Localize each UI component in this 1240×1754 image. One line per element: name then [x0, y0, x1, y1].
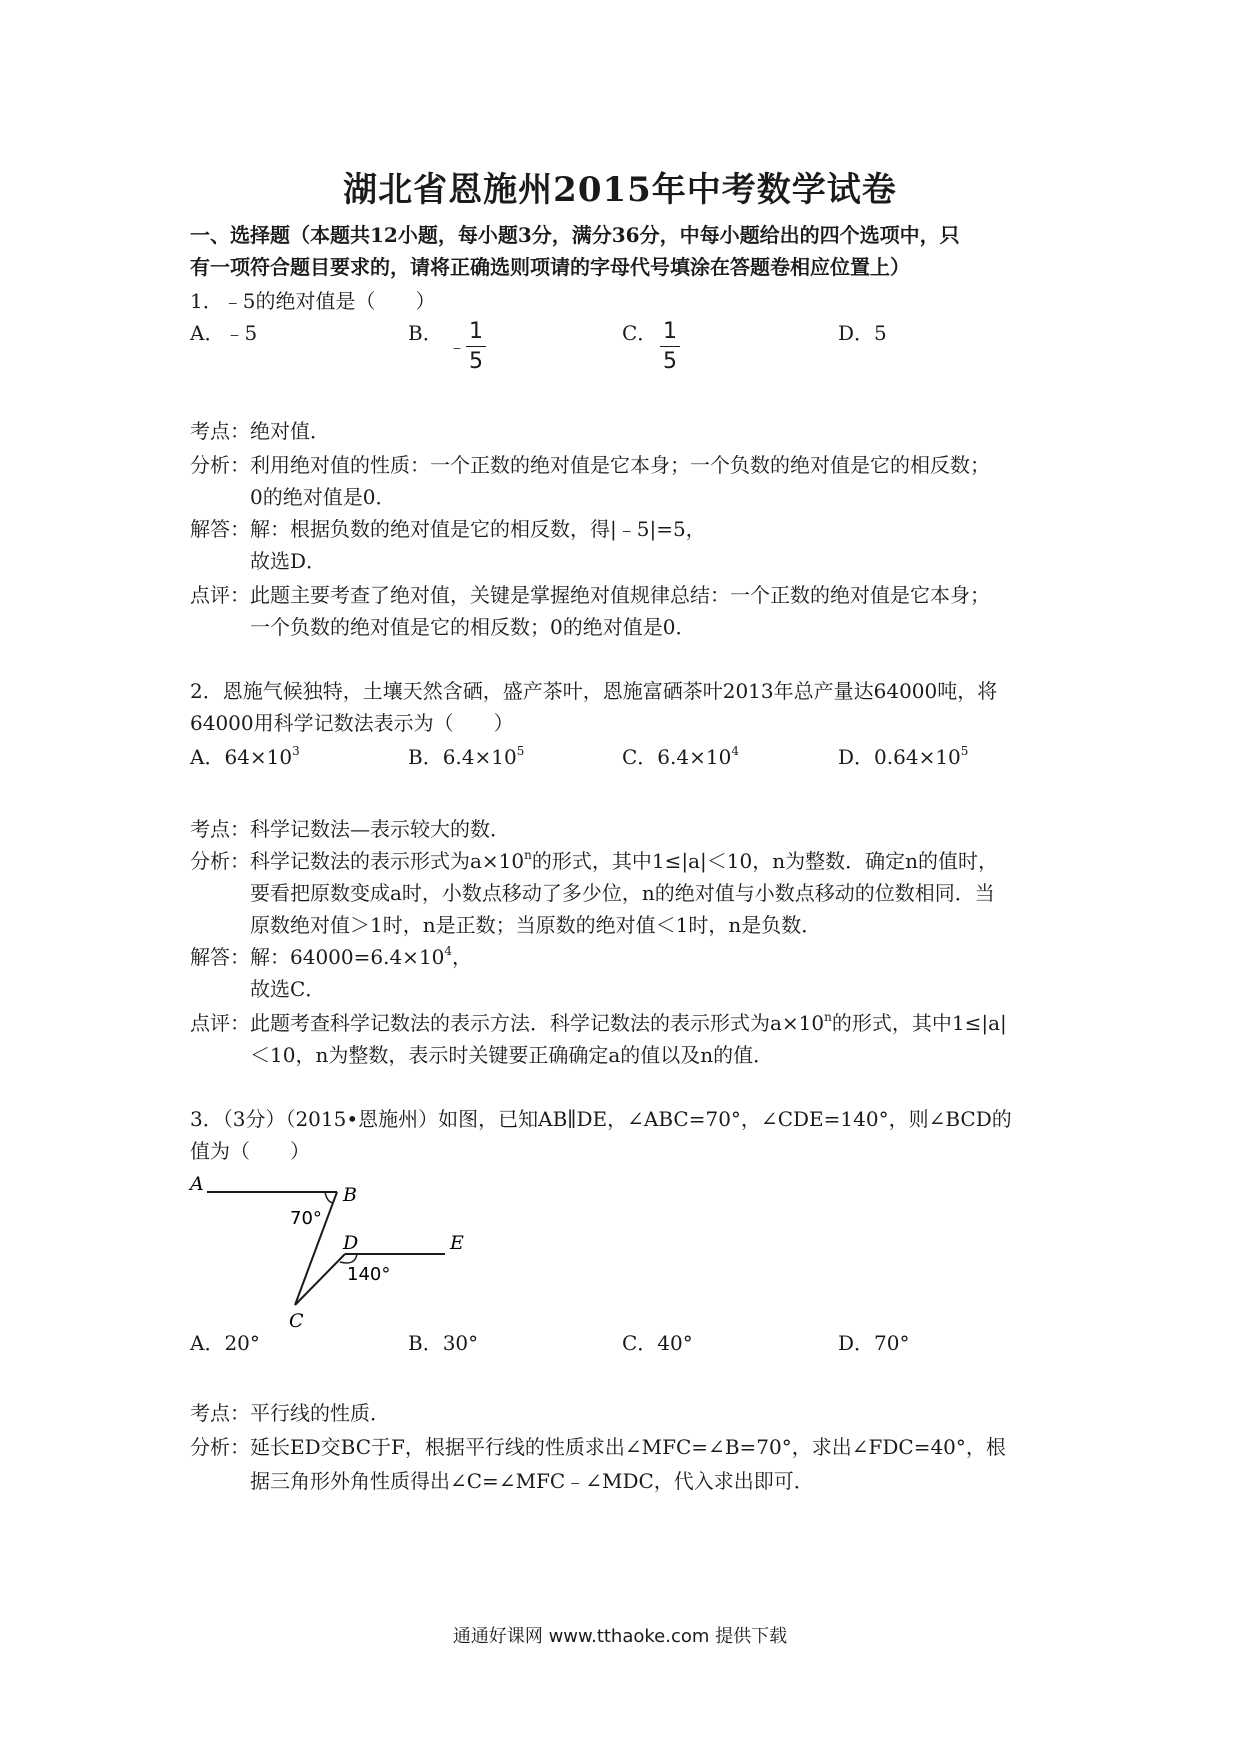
point-c-label: C	[289, 1310, 304, 1330]
q3-fenxi-line2: 据三角形外角性质得出∠C=∠MFC﹣∠MDC，代入求出即可．	[250, 1469, 814, 1493]
q2-jieda-exponent: 4	[444, 944, 453, 958]
q2-fenxi-exponent: n	[524, 848, 532, 862]
q1-option-c-numerator: 1	[660, 318, 680, 347]
q3-figure	[180, 1170, 480, 1330]
page-title: 湖北省恩施州2015年中考数学试卷	[343, 170, 897, 210]
q3-option-d: D．70°	[838, 1331, 910, 1355]
q1-option-d: D．5	[838, 321, 887, 345]
q2-option-c-exponent: 4	[731, 744, 739, 758]
q1-option-c-denominator: 5	[663, 349, 677, 374]
q1-dianping-line2: 一个负数的绝对值是它的相反数；0的绝对值是0．	[250, 615, 696, 639]
q3-option-b: B．30°	[408, 1331, 479, 1355]
q2-option-b-exponent: 5	[516, 744, 525, 758]
q2-option-a-exponent: 3	[292, 744, 300, 758]
q2-fenxi-line1	[190, 848, 998, 874]
angle-d-value: 140°	[347, 1264, 391, 1285]
q3-kaodian: 考点：平行线的性质．	[190, 1401, 390, 1425]
q1-fenxi-line2: 0的绝对值是0．	[250, 485, 396, 509]
q2-option-c-base: C．6.4×10	[622, 745, 732, 769]
q2-option-b-base: B．6.4×10	[408, 745, 517, 769]
q3-stem-line1: 3．（3分）（2015•恩施州）如图，已知AB∥DE，∠ABC=70°，∠CDE=140°，则∠BCD的	[190, 1107, 1012, 1131]
q1-option-a: A．﹣5	[190, 321, 258, 345]
q1-option-b-numerator: 1	[466, 318, 486, 347]
section-heading-line2: 有一项符合题目要求的，请将正确选则项请的字母代号填涂在答题卷相应位置上）	[190, 255, 910, 279]
q2-fenxi-line1-a: 分析：科学记数法的表示形式为a×10	[190, 849, 525, 873]
q1-option-b-label: B．	[408, 321, 443, 345]
q2-fenxi-line1-b: 的形式，其中1≤|a|＜10，n为整数．确定n的值时，	[531, 849, 998, 873]
line-cd	[295, 1254, 345, 1305]
q1-fenxi-line1: 分析：利用绝对值的性质：一个正数的绝对值是它本身；一个负数的绝对值是它的相反数；	[190, 453, 990, 477]
q2-option-d-base: D．0.64×10	[838, 745, 961, 769]
q3-option-c: C．40°	[622, 1331, 693, 1355]
point-e-label: E	[450, 1232, 464, 1254]
q2-option-a-base: A．64×10	[190, 745, 293, 769]
q2-jieda-line1	[190, 944, 472, 970]
q1-jieda-line1: 解答：解：根据负数的绝对值是它的相反数，得|﹣5|=5，	[190, 517, 706, 541]
q2-option-d	[838, 744, 968, 770]
q2-dianping-exponent: n	[824, 1010, 832, 1024]
q3-stem-line2: 值为（ ）	[190, 1139, 310, 1163]
q1-dianping-line1: 点评：此题主要考查了绝对值，关键是掌握绝对值规律总结：一个正数的绝对值是它本身；	[190, 583, 990, 607]
q1-stem: 1．﹣5的绝对值是（ ）	[190, 289, 436, 313]
q1-option-c-label: C．	[622, 321, 658, 345]
q2-stem-line1: 2．恩施气候独特，土壤天然含硒，盛产茶叶，恩施富硒茶叶2013年总产量达64000吨，将	[190, 679, 998, 703]
q3-fenxi-line1: 分析：延长ED交BC于F，根据平行线的性质求出∠MFC=∠B=70°，求出∠FDC=40°，根	[190, 1435, 1006, 1459]
q2-jieda-line1-a: 解答：解：64000=6.4×10	[190, 945, 445, 969]
q2-dianping-line1-b: 的形式，其中1≤|a|	[831, 1011, 1007, 1035]
q2-dianping-line2: ＜10，n为整数，表示时关键要正确确定a的值以及n的值．	[250, 1043, 774, 1067]
q2-jieda-line1-b: ，	[452, 945, 473, 969]
section-heading-line1: 一、选择题（本题共12小题，每小题3分，满分36分，中每小题给出的四个选项中，只	[190, 223, 960, 247]
q1-option-c-fraction	[660, 318, 680, 377]
q1-jieda-line2: 故选D．	[250, 549, 327, 573]
q1-option-b-fraction	[466, 318, 486, 377]
footer-source: 通通好课网 www.tthaoke.com 提供下载	[452, 1626, 788, 1647]
q1-kaodian: 考点：绝对值．	[190, 419, 330, 443]
point-b-label: B	[343, 1184, 357, 1206]
q2-dianping-line1	[190, 1010, 1007, 1036]
q2-option-d-exponent: 5	[960, 744, 969, 758]
angle-b-value: 70°	[290, 1208, 322, 1229]
q2-fenxi-line2: 要看把原数变成a时，小数点移动了多少位，n的绝对值与小数点移动的位数相同．当	[250, 881, 995, 905]
q2-dianping-line1-a: 点评：此题考查科学记数法的表示方法．科学记数法的表示形式为a×10	[190, 1011, 825, 1035]
point-d-label: D	[343, 1232, 359, 1254]
point-a-label: A	[190, 1173, 204, 1195]
q2-kaodian: 考点：科学记数法—表示较大的数．	[190, 817, 510, 841]
q2-option-a	[190, 744, 300, 770]
q3-option-a: A．20°	[190, 1331, 260, 1355]
q1-option-b-denominator: 5	[469, 349, 483, 374]
q2-jieda-line2: 故选C．	[250, 977, 326, 1001]
q2-fenxi-line3: 原数绝对值＞1时，n是正数；当原数的绝对值＜1时，n是负数．	[250, 913, 822, 937]
angle-b-arc	[325, 1192, 333, 1203]
q2-option-c	[622, 744, 739, 770]
q2-option-b	[408, 744, 524, 770]
q2-stem-line2: 64000用科学记数法表示为（ ）	[190, 711, 514, 735]
q1-option-b-sign: ﹣	[448, 337, 466, 358]
